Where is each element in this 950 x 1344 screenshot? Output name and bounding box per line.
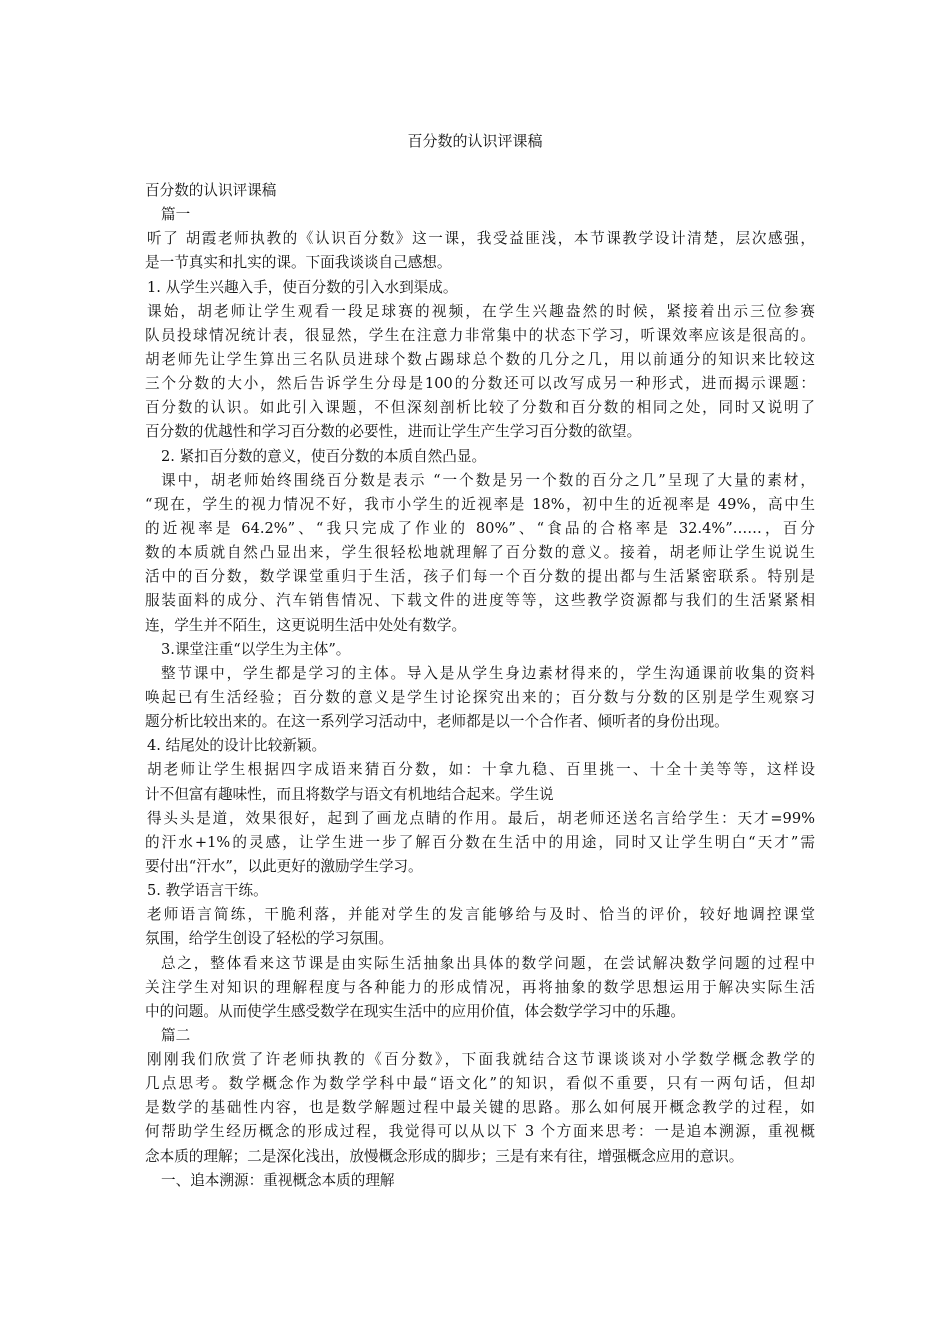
text-line: 是数学的基础性内容，也是数学解题过程中最关键的思路。那么如何展开概念教学的过程，如: [145, 1099, 815, 1117]
text-line: 唤起已有生活经验；百分数的意义是学生讨论探究出来的；百分数与分数的区别是学生观察习: [145, 688, 815, 706]
text-line: 总之，整体看来这节课是由实际生活抽象出具体的数学问题，在尝试解决数学问题的过程中: [161, 954, 815, 972]
text-line: 一、追本溯源：重视概念本质的理解: [161, 1171, 395, 1189]
text-line: 的汗水+1%的灵感，让学生进一步了解百分数在生活中的用途，同时又让学生明白“天才”需: [145, 833, 815, 851]
document-title: 百分数的认识评课稿: [407, 132, 543, 150]
document-body: [145, 179, 815, 1193]
text-line: 活中的百分数，数学课堂重归于生活，孩子们每一个百分数的提出都与生活紧密联系。特别是: [145, 568, 815, 586]
text-line: 几点思考。数学概念作为数学学科中最“语文化”的知识，看似不重要，只有一两句话，但却: [145, 1075, 815, 1093]
text-line: 3.课堂注重“以学生为主体”。: [161, 640, 351, 658]
text-line: 是一节真实和扎实的课。下面我谈谈自己感想。: [145, 254, 452, 272]
text-line: 题分析比较出来的。在这一系列学习活动中，老师都是以一个合作者、倾听者的身份出现。: [145, 713, 729, 731]
text-line: 篇一: [161, 206, 191, 224]
text-line: 老师语言简练，干脆利落，并能对学生的发言能够给与及时、恰当的评价，较好地调控课堂: [147, 906, 815, 924]
text-line: 何帮助学生经历概念的形成过程，我觉得可以从以下 3 个方面来思考：一是追本溯源，重视概: [145, 1123, 815, 1141]
text-line: 2. 紧扣百分数的意义，使百分数的本质自然凸显。: [161, 447, 487, 465]
text-line: 课中，胡老师始终围绕百分数是表示 “一个数是另一个数的百分之几”呈现了大量的素材，: [161, 471, 815, 489]
text-line: 篇二: [161, 1026, 191, 1044]
text-line: 中的问题。从而使学生感受数学在现实生活中的应用价值，体会数学学习中的乐趣。: [145, 1002, 685, 1020]
text-line: 连，学生并不陌生，这更说明生活中处处有数学。: [145, 616, 467, 634]
text-line: 百分数的认识。如此引入课题，不但深刻剖析比较了分数和百分数的相同之处，同时又说明了: [145, 399, 815, 417]
text-line: 计不但富有趣味性，而且将数学与语文有机地结合起来。学生说: [145, 785, 554, 803]
text-line: 1. 从学生兴趣入手，使百分数的引入水到渠成。: [147, 278, 458, 296]
text-line: 队员投球情况统计表，很显然，学生在注意力非常集中的状态下学习，听课效率应该是很高的。: [145, 326, 815, 344]
text-line: 三个分数的大小，然后告诉学生分母是100的分数还可以改写成另一种形式，进而揭示课题：: [145, 375, 815, 393]
text-line: 服装面料的成分、汽车销售情况、下载文件的进度等等，这些教学资源都与我们的生活紧紧相: [145, 592, 815, 610]
text-line: 百分数的优越性和学习百分数的必要性，进而让学生产生学习百分数的欲望。: [145, 423, 642, 441]
text-line: 4. 结尾处的设计比较新颖。: [147, 737, 327, 755]
text-line: “现在，学生的视力情况不好，我市小学生的近视率是 18%，初中生的近视率是 49%，高中生: [145, 495, 815, 513]
text-line: 的近视率是 64.2%”、“我只完成了作业的 80%”、“食品的合格率是 32.4%”……，百分: [145, 519, 815, 537]
text-line: 听了 胡霞老师执教的《认识百分数》这一课，我受益匪浅，本节课教学设计清楚，层次感强，: [147, 230, 815, 248]
text-line: 念本质的理解；二是深化浅出，放慢概念形成的脚步；三是有来有往，增强概念应用的意识。: [145, 1147, 744, 1165]
text-line: 胡老师让学生根据四字成语来猜百分数，如：十拿九稳、百里挑一、十全十美等等，这样设: [147, 761, 815, 779]
text-line: 5. 教学语言干练。: [147, 882, 268, 900]
text-line: 要付出“汗水”，以此更好的激励学生学习。: [145, 857, 423, 875]
text-line: 课始，胡老师让学生观看一段足球赛的视频，在学生兴趣盎然的时候，紧接着出示三位参赛: [147, 302, 815, 320]
text-line: 氛围，给学生创设了轻松的学习氛围。: [145, 930, 394, 948]
text-line: 刚刚我们欣赏了许老师执教的《百分数》，下面我就结合这节课谈谈对小学数学概念教学的: [147, 1051, 815, 1069]
text-line: 整节课中，学生都是学习的主体。导入是从学生身边素材得来的，学生沟通课前收集的资料: [161, 664, 815, 682]
text-line: 数的本质就自然凸显出来，学生很轻松地就理解了百分数的意义。接着，胡老师让学生说说生: [145, 544, 815, 562]
text-line: 百分数的认识评课稿: [145, 182, 277, 199]
text-line: 胡老师先让学生算出三名队员进球个数占踢球总个数的几分之几，用以前通分的知识来比较这: [145, 350, 815, 368]
text-line: 关注学生对知识的理解程度与各种能力的形成情况，再将抽象的数学思想运用于解决实际生活: [145, 978, 815, 996]
text-line: 得头头是道，效果很好，起到了画龙点睛的作用。最后，胡老师还送名言给学生：天才=99%: [147, 809, 815, 827]
